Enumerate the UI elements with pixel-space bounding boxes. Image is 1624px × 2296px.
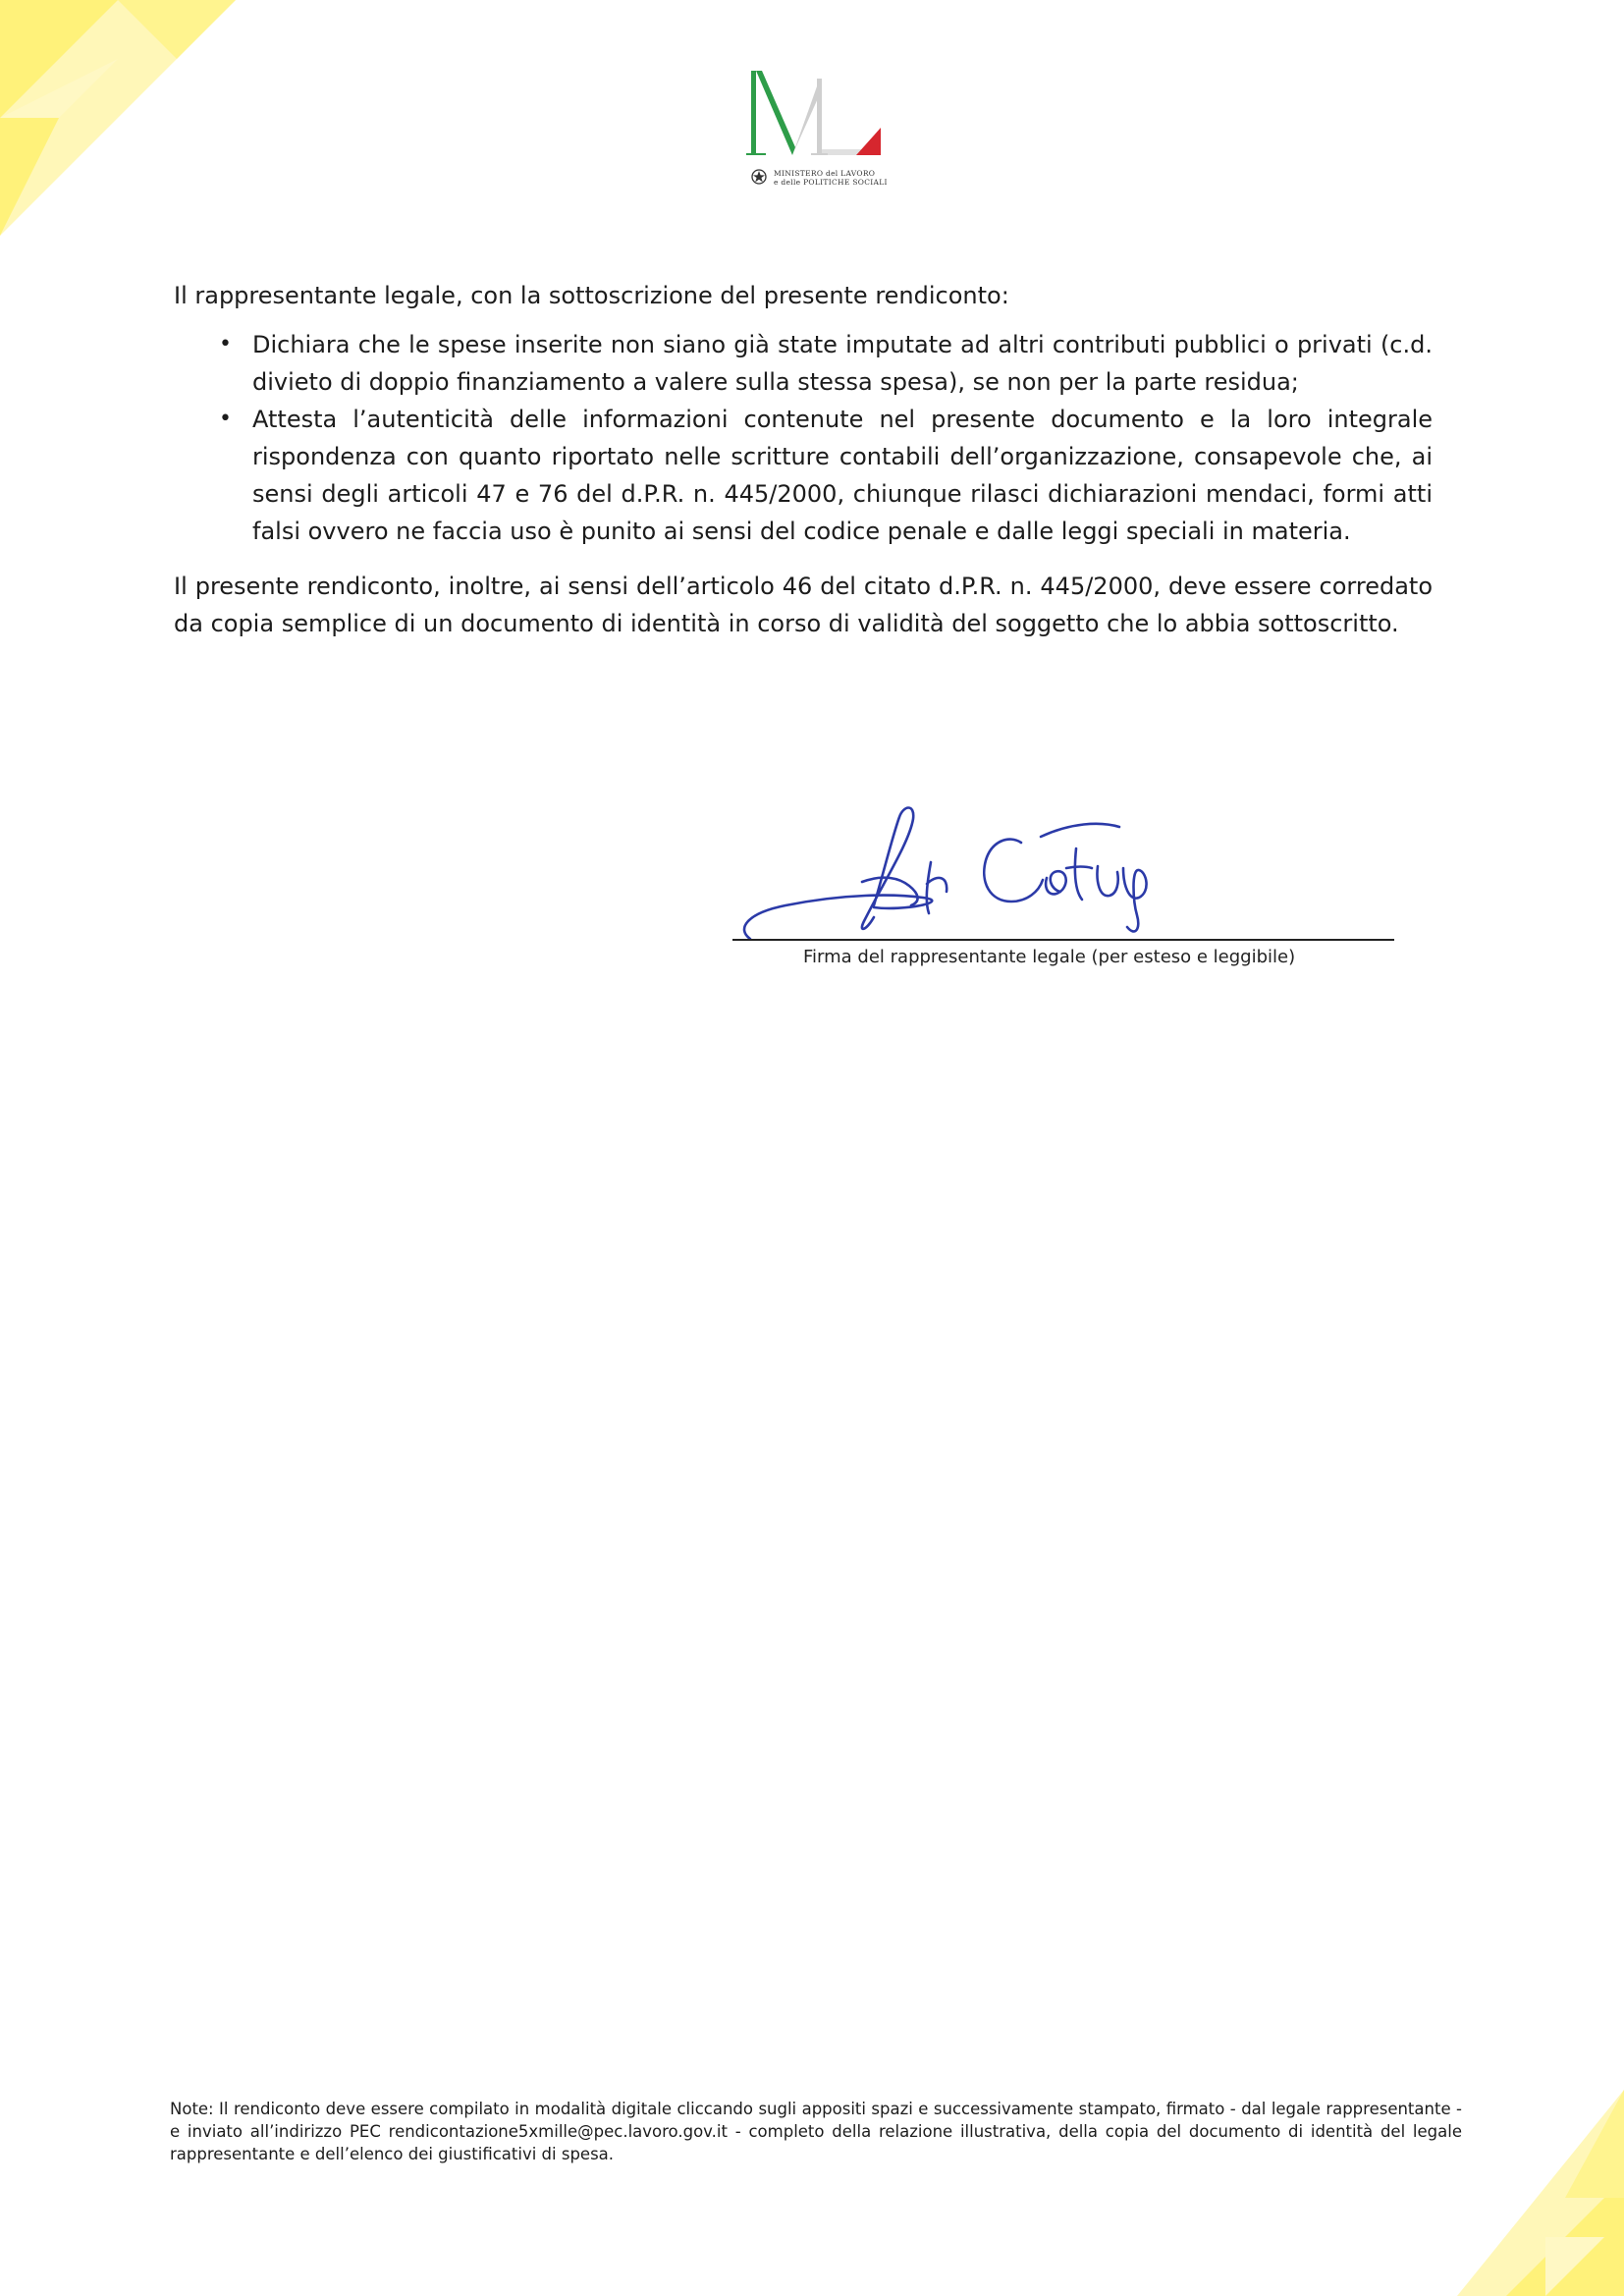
declaration-list — [174, 326, 1433, 550]
intro-paragraph: Il rappresentante legale, con la sottoscrizione del presente rendiconto: — [174, 282, 1009, 309]
handwritten-signature-icon — [727, 803, 1394, 941]
declaration-item-double-funding — [219, 326, 1433, 401]
bullet-icon: • — [219, 332, 232, 356]
signature-line — [732, 939, 1394, 941]
ministry-logo — [738, 67, 905, 194]
bottom-right-corner-decoration — [1457, 2090, 1624, 2296]
top-left-corner-decoration — [0, 0, 236, 236]
declaration-body — [174, 277, 1433, 642]
ml-monogram-icon — [738, 67, 895, 165]
declaration-item-authenticity — [219, 401, 1433, 550]
logo-caption-line1: MINISTERO del LAVORO — [774, 169, 876, 178]
closing-paragraph: Il presente rendiconto, inoltre, ai sensi dell’articolo 46 del citato d.P.R. n. 445/2000, deve essere corredato da copia semplice di un documento di identità in corso di validità del soggetto che lo abbia sottoscritto. — [174, 573, 1433, 637]
signature-block — [727, 803, 1394, 980]
logo-caption-line2: e delle POLITICHE SOCIALI — [774, 178, 888, 187]
republic-emblem-icon — [750, 167, 768, 187]
logo-caption — [774, 169, 911, 187]
bullet-icon: • — [219, 407, 232, 431]
signature-caption: Firma del rappresentante legale (per esteso e leggibile) — [803, 947, 1296, 967]
declaration-text: Attesta l’autenticità delle informazioni contenute nel presente documento e la loro integrale rispondenza con quanto riportato nelle scritture contabili dell’organizzazione, consapevole che, ai sensi degli articoli 47 e 76 del d.P.R. n. 445/2000, chiunque rilasci dichiarazioni mendaci, formi atti falsi ovvero ne faccia uso è punito ai sensi del codice penale e dalle leggi speciali in materia. — [252, 406, 1433, 545]
declaration-text: Dichiara che le spese inserite non siano già state imputate ad altri contributi pubblici o privati (c.d. divieto di doppio finanziamento a valere sulla stessa spesa), se non per la parte residua; — [252, 331, 1433, 396]
footer-note: Note: Il rendiconto deve essere compilato in modalità digitale cliccando sugli appositi spazi e successivamente stampato, firmato - dal legale rappresentante - e inviato all’indirizzo PEC rendicontazione5xmille@pec.lavoro.gov.it - completo della relazione illustrativa, della copia del documento di identità del legale rappresentante e dell’elenco dei giustificativi di spesa. — [170, 2100, 1462, 2163]
